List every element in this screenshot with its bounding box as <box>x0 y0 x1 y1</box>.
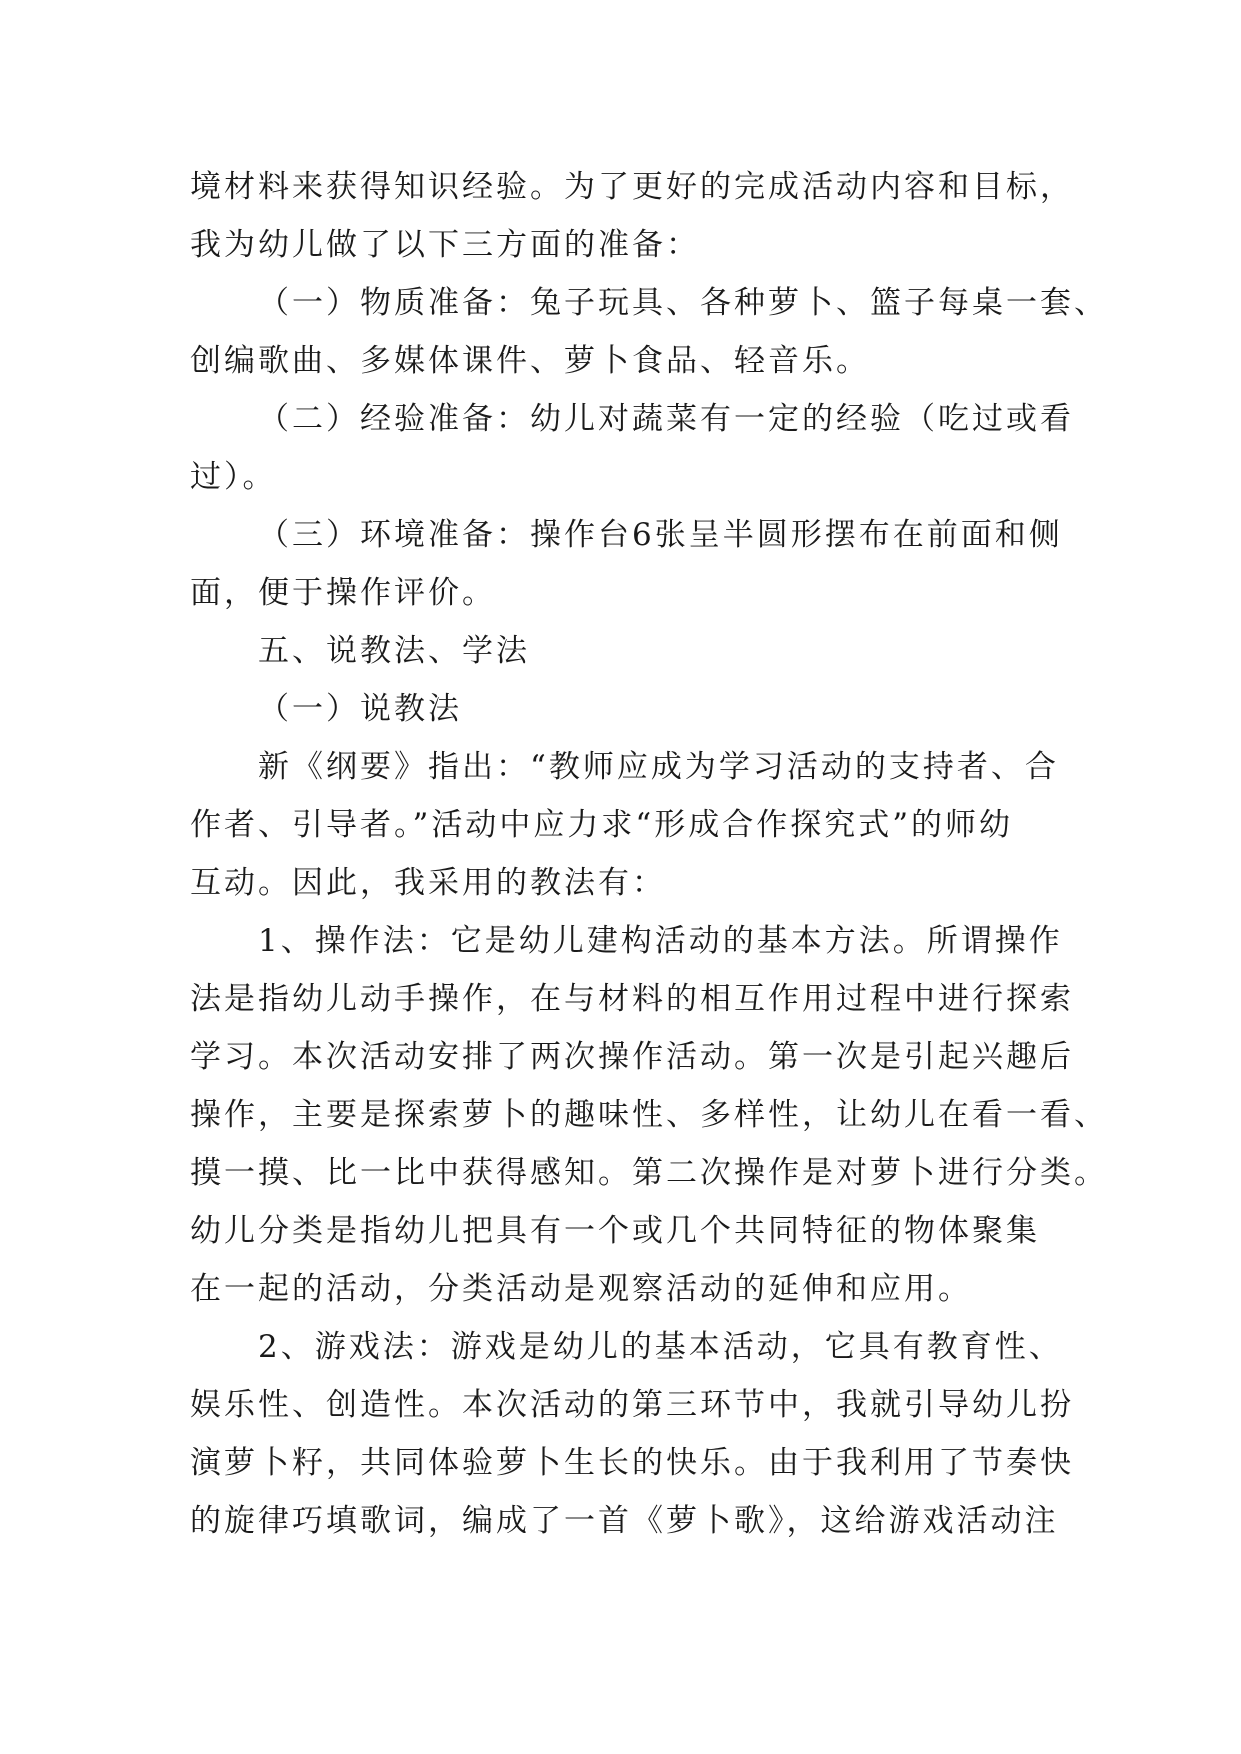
text-line: 1、操作法：它是幼儿建构活动的基本方法。所谓操作 <box>258 923 1063 959</box>
text-line: 2、游戏法：游戏是幼儿的基本活动，它具有教育性、 <box>258 1329 1063 1365</box>
text-line: 娱乐性、创造性。本次活动的第三环节中，我就引导幼儿扮 <box>190 1387 1074 1423</box>
text-line: 五、说教法、学法 <box>258 633 530 669</box>
text-line: （一）说教法 <box>258 691 462 727</box>
text-line: 学习。本次活动安排了两次操作活动。第一次是引起兴趣后 <box>190 1039 1074 1075</box>
text-line: 的旋律巧填歌词，编成了一首《萝卜歌》，这给游戏活动注 <box>190 1503 1059 1539</box>
text-line: 面，便于操作评价。 <box>190 575 496 611</box>
text-line: 我为幼儿做了以下三方面的准备： <box>190 227 700 263</box>
text-line: 演萝卜籽，共同体验萝卜生长的快乐。由于我利用了节奏快 <box>190 1445 1074 1481</box>
text-line: 法是指幼儿动手操作，在与材料的相互作用过程中进行探索 <box>190 981 1074 1017</box>
text-line: 境材料来获得知识经验。为了更好的完成活动内容和目标， <box>190 169 1074 205</box>
text-line: （三）环境准备：操作台6张呈半圆形摆布在前面和侧 <box>258 517 1063 553</box>
text-line: 互动。因此，我采用的教法有： <box>190 865 666 901</box>
text-line: 过）。 <box>190 459 277 495</box>
text-line: 操作，主要是探索萝卜的趣味性、多样性，让幼儿在看一看、 <box>190 1097 1108 1133</box>
text-line: 创编歌曲、多媒体课件、萝卜食品、轻音乐。 <box>190 343 870 379</box>
body-text <box>190 158 1108 1550</box>
text-line: 幼儿分类是指幼儿把具有一个或几个共同特征的物体聚集 <box>190 1213 1040 1249</box>
text-line: 在一起的活动，分类活动是观察活动的延伸和应用。 <box>190 1271 972 1307</box>
text-line: 新《纲要》指出：“教师应成为学习活动的支持者、合 <box>258 749 1059 785</box>
text-line: 作者、引导者。”活动中应力求“形成合作探究式”的师幼 <box>190 807 1014 843</box>
text-line: （二）经验准备：幼儿对蔬菜有一定的经验（吃过或看 <box>258 401 1074 437</box>
text-line: （一）物质准备：兔子玩具、各种萝卜、篮子每桌一套、 <box>258 285 1108 321</box>
text-line: 摸一摸、比一比中获得感知。第二次操作是对萝卜进行分类。 <box>190 1155 1108 1191</box>
